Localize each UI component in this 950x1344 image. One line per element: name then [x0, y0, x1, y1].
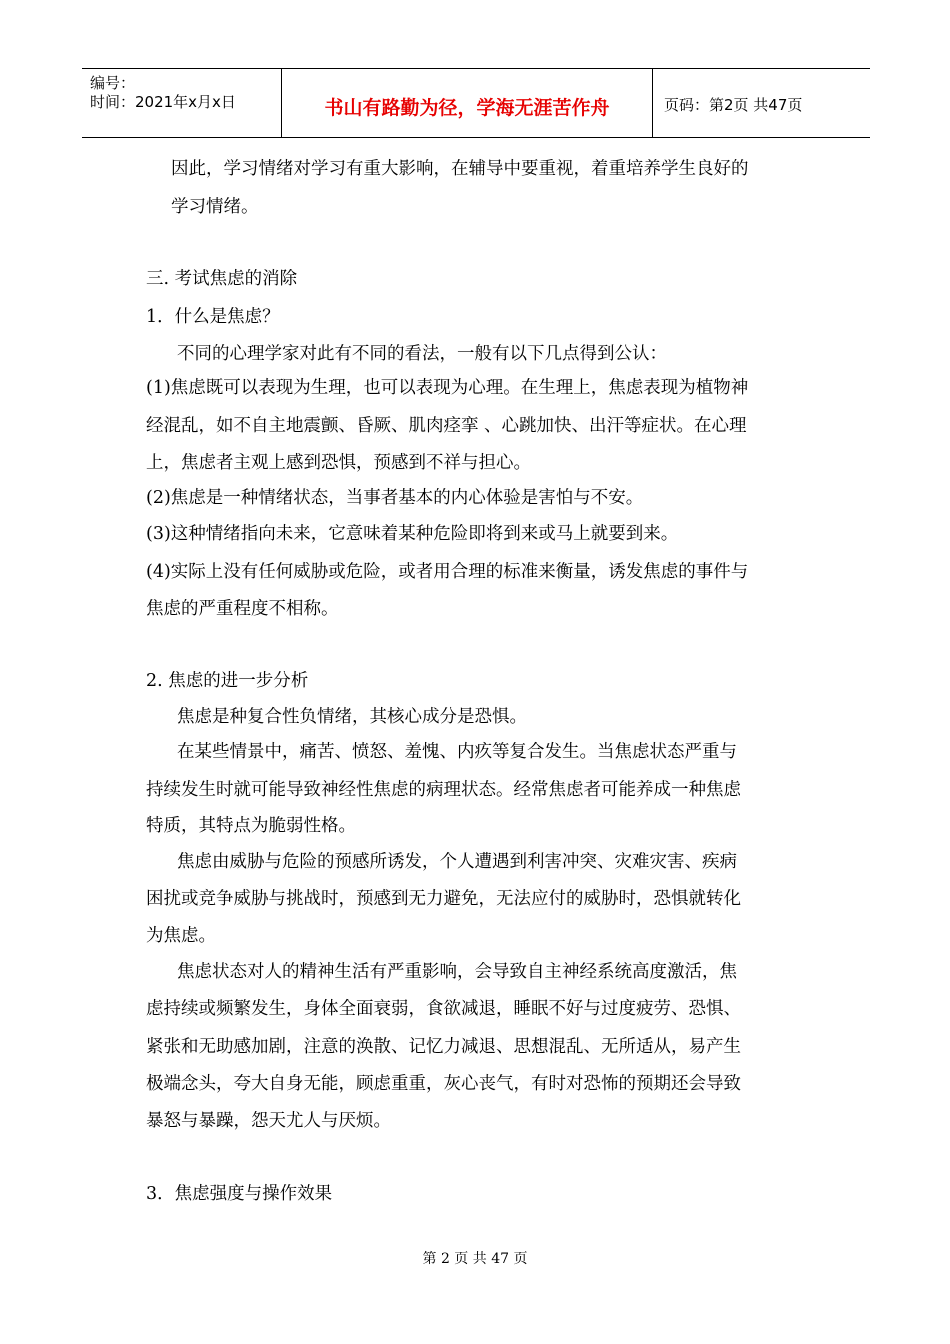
paragraph-line: 极端念头，夸大自身无能，顾虑重重，灰心丧气，有时对恐怖的预期还会导致 [146, 1074, 741, 1094]
paragraph-line: 上，焦虑者主观上感到恐惧，预感到不祥与担心。 [146, 453, 531, 473]
paragraph-line: 困扰或竞争威胁与挑战时，预感到无力避免，无法应付的威胁时，恐惧就转化 [146, 889, 741, 909]
paragraph-line: 焦虑由威胁与危险的预感所诱发，个人遭遇到利害冲突、灾难灾害、疾病 [177, 852, 737, 872]
paragraph-line: 特质，其特点为脆弱性格。 [146, 816, 356, 836]
paragraph-line: 不同的心理学家对此有不同的看法，一般有以下几点得到公认： [177, 344, 667, 364]
paragraph-line: 虑持续或频繁发生，身体全面衰弱，食欲减退，睡眠不好与过度疲劳、恐惧、 [146, 999, 741, 1019]
time-label: 时间：2021年x月x日 [90, 93, 236, 111]
paragraph-line: 因此，学习情绪对学习有重大影响，在辅导中要重视，着重培养学生良好的 [171, 159, 749, 179]
number-label: 编号： [90, 74, 136, 92]
paragraph-line: 为焦虑。 [146, 926, 216, 946]
subsection-heading: 2. 焦虑的进一步分析 [146, 671, 309, 691]
header-info-cell [82, 69, 282, 137]
paragraph-line: 学习情绪。 [171, 197, 259, 217]
paragraph-line: 在某些情景中，痛苦、愤怒、羞愧、内疚等复合发生。当焦虑状态严重与 [177, 742, 737, 762]
paragraph-line: 持续发生时就可能导致神经性焦虑的病理状态。经常焦虑者可能养成一种焦虑 [146, 780, 741, 800]
header-page-cell [653, 69, 870, 137]
paragraph-line: (2)焦虑是一种情绪状态，当事者基本的内心体验是害怕与不安。 [146, 488, 644, 508]
motto-text: 书山有路勤为径，学海无涯苦作舟 [324, 97, 610, 119]
subsection-heading: 3．焦虑强度与操作效果 [146, 1184, 333, 1204]
paragraph-line: 焦虑的严重程度不相称。 [146, 599, 339, 619]
section-heading: 三. 考试焦虑的消除 [146, 269, 298, 289]
paragraph-line: 焦虑是种复合性负情绪，其核心成分是恐惧。 [177, 707, 527, 727]
paragraph-line: (3)这种情绪指向未来，它意味着某种危险即将到来或马上就要到来。 [146, 524, 679, 544]
page-footer: 第 2 页 共 47 页 [422, 1251, 528, 1267]
paragraph-line: (4)实际上没有任何威胁或危险，或者用合理的标准来衡量，诱发焦虑的事件与 [146, 562, 749, 582]
paragraph-line: 经混乱，如不自主地震颤、昏厥、肌肉痉挛 、心跳加快、出汗等症状。在心理 [146, 416, 747, 436]
subsection-heading: 1．什么是焦虑？ [146, 307, 280, 327]
paragraph-line: 焦虑状态对人的精神生活有严重影响，会导致自主神经系统高度激活，焦 [177, 962, 737, 982]
paragraph-line: (1)焦虑既可以表现为生理，也可以表现为心理。在生理上，焦虑表现为植物神 [146, 378, 749, 398]
header-motto-cell [282, 69, 653, 137]
header-table [82, 68, 870, 138]
paragraph-line: 暴怒与暴躁，怨天尤人与厌烦。 [146, 1111, 391, 1131]
paragraph-line: 紧张和无助感加剧，注意的涣散、记忆力减退、思想混乱、无所适从，易产生 [146, 1037, 741, 1057]
page-info: 页码：第2页 共47页 [664, 96, 803, 114]
